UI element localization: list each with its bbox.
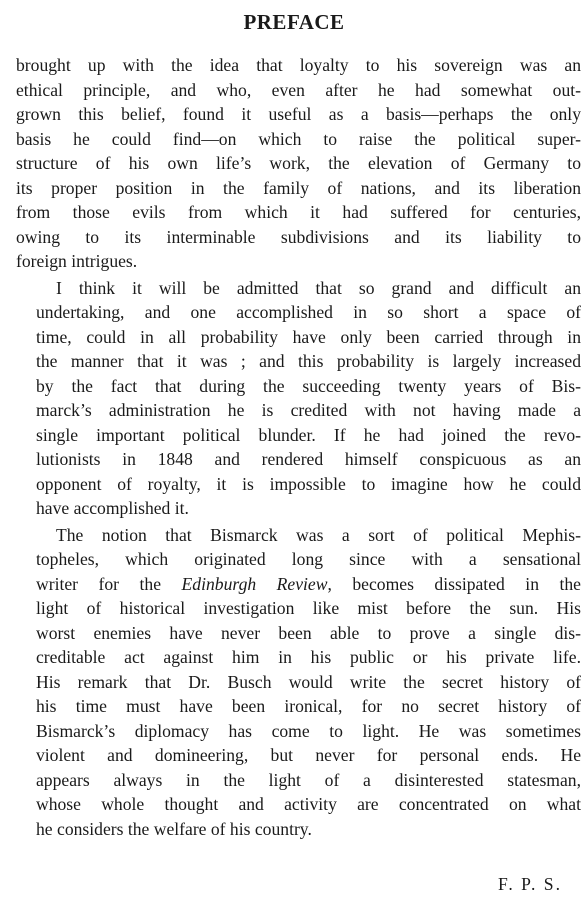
text-line: undertaking, and one accomplished in so short a space of — [36, 302, 581, 322]
text-line: marck’s administration he is credited with not having made a — [36, 400, 581, 420]
text-line: Bismarck’s diplomacy has come to light. He was sometimes — [36, 720, 581, 741]
text-line: whose whole thought and activity are concentrated on what — [36, 794, 581, 814]
paragraph-2 — [16, 276, 581, 521]
text-run: , becomes dissipated in the — [327, 573, 581, 594]
text-line: the manner that it was ; and this probability is largely increased — [36, 351, 581, 371]
text-line: brought up with the idea that loyalty to his sovereign was an — [16, 55, 581, 75]
text-line — [16, 572, 581, 597]
text-line: worst enemies have never been able to prove a single dis- — [36, 622, 581, 643]
text-line: violent and domineering, but never for personal ends. He — [36, 745, 581, 765]
text-run: writer for the — [36, 573, 182, 594]
text-line: His remark that Dr. Busch would write the secret history of — [36, 671, 581, 692]
text-line: single important political blunder. If he had joined the revo- — [36, 424, 581, 445]
body-text — [16, 53, 581, 841]
text-line: structure of his own life’s work, the elevation of Germany to — [16, 153, 581, 173]
text-line: appears always in the light of a disinterested statesman, — [36, 769, 581, 790]
text-line: topheles, which originated long since with a sensational — [36, 549, 581, 569]
text-line: from those evils from which it had suffered for centuries, — [16, 202, 581, 222]
text-line: lutionists in 1848 and rendered himself conspicuous as an — [36, 449, 581, 469]
text-line: The notion that Bismarck was a sort of political Mephis- — [56, 524, 581, 545]
text-line: creditable act against him in his public or his private life. — [36, 647, 581, 667]
text-line: by the fact that during the succeeding twenty years of Bis- — [36, 375, 581, 396]
text-line: time, could in all probability have only been carried through in — [36, 326, 581, 347]
text-line: owing to its interminable subdivisions and its liability to — [16, 226, 581, 247]
text-line: he considers the welfare of his country. — [36, 818, 312, 839]
text-line: his time must have been ironical, for no secret history of — [36, 696, 581, 716]
page-title: PREFACE — [243, 10, 345, 34]
text-line: foreign intrigues. — [16, 251, 138, 271]
text-line: its proper position in the family of nations, and its liberation — [16, 177, 581, 198]
text-line: basis he could find—on which to raise the political super- — [16, 128, 581, 149]
paragraph-3 — [16, 523, 581, 842]
text-line: opponent of royalty, it is impossible to imagine how he could — [36, 473, 581, 494]
text-line: ethical principle, and who, even after he had somewhat out- — [16, 79, 581, 100]
text-line: have accomplished it. — [36, 498, 189, 518]
text-line: light of historical investigation like mist before the sun. His — [36, 598, 581, 618]
publication-title: Edinburgh Review — [181, 573, 328, 594]
text-line: grown this belief, found it useful as a basis—perhaps the only — [16, 104, 581, 124]
text-line: I think it will be admitted that so grand and difficult an — [56, 277, 581, 298]
paragraph-1 — [16, 53, 581, 274]
signature-initials: F. P. S. — [498, 874, 562, 894]
